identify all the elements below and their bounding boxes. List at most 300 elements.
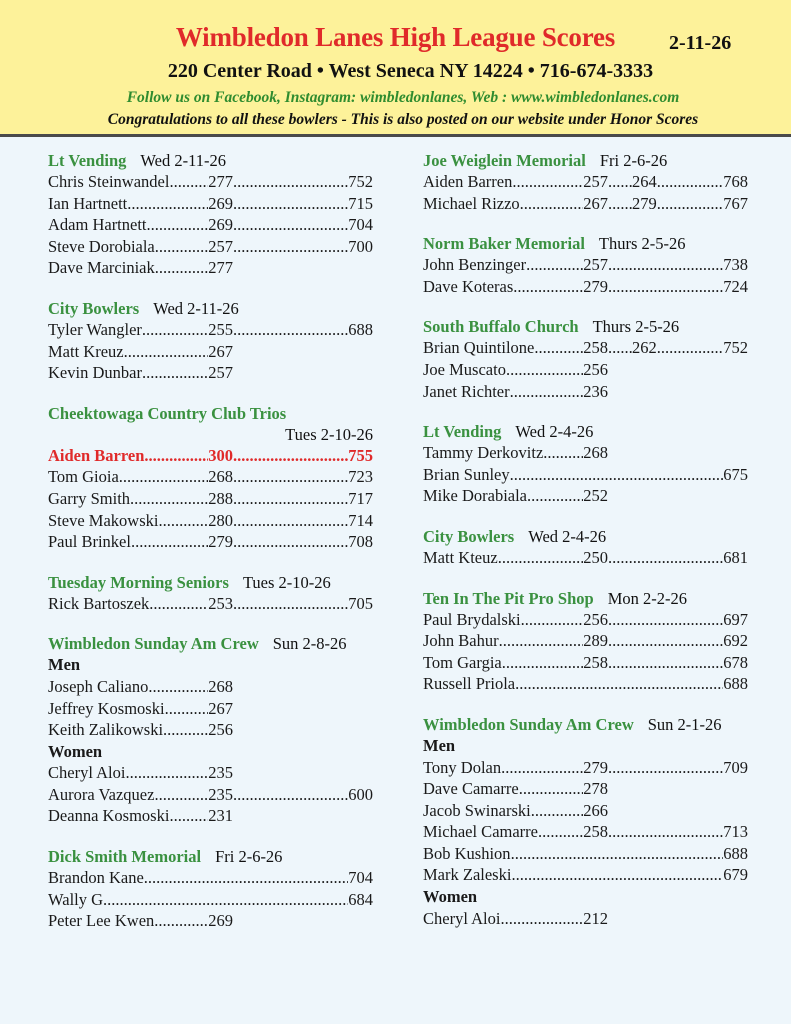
score-row bbox=[423, 337, 748, 359]
bowler-name: Tony Dolan bbox=[423, 757, 502, 777]
game-score: 253 bbox=[208, 593, 233, 613]
league-date: Wed 2-11-26 bbox=[140, 151, 226, 170]
score-row bbox=[48, 362, 373, 384]
bowler-name: Brian Sunley bbox=[423, 464, 510, 484]
game-score-2: 279 bbox=[632, 193, 657, 213]
dot-leader bbox=[154, 910, 208, 932]
score-row bbox=[48, 676, 373, 698]
dot-leader bbox=[233, 784, 348, 806]
series-score: 705 bbox=[348, 593, 373, 613]
score-row bbox=[423, 908, 748, 930]
name-game bbox=[48, 362, 233, 384]
name-game bbox=[423, 757, 608, 779]
dot-leader bbox=[608, 547, 723, 569]
league-header bbox=[423, 588, 748, 609]
name-game bbox=[48, 171, 233, 193]
name-game bbox=[423, 171, 608, 193]
league-date: Mon 2-2-26 bbox=[607, 588, 688, 608]
game-score: 266 bbox=[583, 800, 608, 820]
dot-leader bbox=[519, 778, 584, 800]
series-score: 679 bbox=[723, 865, 748, 885]
game-score: 280 bbox=[208, 510, 233, 530]
game-score: 231 bbox=[208, 806, 233, 826]
game-score: 277 bbox=[208, 172, 233, 191]
dot-leader bbox=[657, 171, 724, 193]
league-name: Dick Smith Memorial bbox=[48, 847, 202, 867]
dot-leader bbox=[163, 719, 208, 741]
bowler-name: Michael Rizzo bbox=[423, 193, 520, 213]
bowler-name: John Benzinger bbox=[423, 255, 527, 275]
league-section bbox=[423, 233, 748, 297]
league-section bbox=[48, 572, 373, 615]
congrats-line: Congratulations to all these bowlers - This is also posted on our website under Honor Scores bbox=[107, 111, 699, 128]
name-game bbox=[48, 676, 233, 698]
name-game bbox=[48, 319, 233, 341]
dot-leader bbox=[608, 609, 723, 631]
bowler-name: Garry Smith bbox=[48, 488, 131, 508]
dot-leader bbox=[103, 889, 348, 911]
group-label: Men bbox=[423, 735, 456, 755]
game-score: 267 bbox=[208, 698, 233, 718]
series-score: 708 bbox=[348, 532, 373, 552]
game-score: 300 bbox=[208, 445, 233, 465]
league-name: Wimbledon Sunday Am Crew bbox=[423, 714, 634, 734]
league-header bbox=[423, 316, 748, 337]
dot-leader bbox=[521, 609, 584, 631]
dot-leader bbox=[608, 630, 723, 652]
name-game bbox=[423, 485, 608, 507]
game-score: 278 bbox=[583, 779, 608, 799]
league-header bbox=[423, 421, 748, 442]
score-row bbox=[48, 510, 373, 532]
score-row bbox=[423, 821, 748, 843]
dot-leader bbox=[608, 276, 723, 298]
dot-leader bbox=[169, 805, 208, 827]
score-row bbox=[423, 171, 748, 193]
league-section bbox=[48, 403, 373, 553]
bowler-name: Tammy Derkovitz bbox=[423, 443, 544, 463]
dot-leader bbox=[608, 652, 723, 674]
game-score: 252 bbox=[583, 486, 608, 506]
series-score: 738 bbox=[723, 255, 748, 275]
game-score: 279 bbox=[583, 276, 608, 296]
score-row bbox=[423, 778, 748, 800]
game-score: 256 bbox=[208, 720, 233, 740]
game-score: 255 bbox=[208, 319, 233, 339]
dot-leader bbox=[501, 757, 583, 779]
score-row bbox=[48, 445, 373, 467]
score-row bbox=[423, 673, 748, 695]
league-section bbox=[48, 633, 373, 827]
name-game bbox=[423, 778, 608, 800]
score-row bbox=[48, 171, 373, 193]
score-row bbox=[423, 864, 748, 886]
dot-leader bbox=[510, 381, 584, 403]
dot-leader bbox=[510, 464, 724, 486]
league-date: Thurs 2-5-26 bbox=[592, 317, 680, 337]
dot-leader bbox=[233, 214, 348, 236]
bowler-name: Paul Brydalski bbox=[423, 609, 521, 629]
score-row bbox=[48, 193, 373, 215]
name-game bbox=[423, 193, 608, 215]
series-score: 704 bbox=[348, 868, 373, 888]
name-game bbox=[423, 359, 608, 381]
game-score: 268 bbox=[583, 443, 608, 463]
series-score: 688 bbox=[348, 319, 373, 339]
game-score: 277 bbox=[208, 258, 233, 278]
bowler-name: Joe Muscato bbox=[423, 359, 506, 379]
bowler-name: Adam Hartnett bbox=[48, 215, 147, 235]
league-header bbox=[48, 403, 373, 445]
name-game bbox=[48, 698, 233, 720]
score-row bbox=[48, 889, 373, 911]
name-game bbox=[48, 762, 233, 784]
game-score: 269 bbox=[208, 193, 233, 213]
bowler-name: Aiden Barren bbox=[423, 172, 513, 191]
game-score: 212 bbox=[583, 908, 608, 928]
league-name: South Buffalo Church bbox=[423, 317, 579, 337]
dot-leader bbox=[233, 445, 348, 467]
name-game bbox=[48, 805, 233, 827]
score-row bbox=[48, 531, 373, 553]
bowler-name: Brandon Kane bbox=[48, 868, 144, 888]
dot-leader bbox=[233, 488, 348, 510]
dot-leader bbox=[608, 337, 632, 359]
league-section bbox=[423, 421, 748, 507]
game-score-2: 264 bbox=[632, 172, 657, 191]
bowler-name: Peter Lee Kwen bbox=[48, 911, 155, 931]
name-game bbox=[48, 719, 233, 741]
league-name: City Bowlers bbox=[48, 298, 140, 318]
bowler-name: Janet Richter bbox=[423, 381, 510, 401]
dot-leader bbox=[511, 864, 723, 886]
bowler-name: Chris Steinwandel bbox=[48, 172, 170, 191]
dot-leader bbox=[131, 531, 208, 553]
dot-leader bbox=[657, 337, 724, 359]
bowler-name: Steve Dorobiala bbox=[48, 236, 155, 256]
series-score: 704 bbox=[348, 215, 373, 235]
dot-leader bbox=[130, 488, 208, 510]
score-row bbox=[423, 652, 748, 674]
score-row bbox=[423, 193, 748, 215]
league-section bbox=[48, 150, 373, 279]
league-section bbox=[423, 714, 748, 929]
bowler-name: Mark Zaleski bbox=[423, 865, 512, 885]
league-section bbox=[423, 588, 748, 695]
score-row bbox=[423, 359, 748, 381]
league-date: Sun 2-1-26 bbox=[647, 714, 722, 734]
game-score: 250 bbox=[583, 547, 608, 567]
dot-leader bbox=[513, 276, 583, 298]
bowler-name: Joseph Caliano bbox=[48, 676, 149, 696]
bowler-name: Russell Priola bbox=[423, 674, 516, 694]
score-row bbox=[48, 236, 373, 258]
game-score: 257 bbox=[208, 363, 233, 383]
series-score: 768 bbox=[723, 172, 748, 191]
name-game bbox=[48, 593, 233, 615]
name-game bbox=[48, 531, 233, 553]
dot-leader bbox=[147, 214, 209, 236]
dot-leader bbox=[534, 337, 583, 359]
series-score: 767 bbox=[723, 193, 748, 213]
name-game bbox=[423, 381, 608, 403]
dot-leader bbox=[233, 319, 348, 341]
series-score: 755 bbox=[348, 445, 373, 465]
league-header bbox=[48, 572, 373, 593]
series-score: 697 bbox=[723, 609, 748, 629]
score-row bbox=[48, 319, 373, 341]
score-row bbox=[423, 800, 748, 822]
bowler-name: Steve Makowski bbox=[48, 510, 159, 530]
league-header bbox=[48, 150, 373, 171]
name-game bbox=[48, 910, 233, 932]
dot-leader bbox=[149, 593, 208, 615]
dot-leader bbox=[498, 547, 584, 569]
game-score: 258 bbox=[583, 822, 608, 842]
bowler-name: Tyler Wangler bbox=[48, 319, 142, 339]
game-score: 256 bbox=[583, 359, 608, 379]
league-header bbox=[423, 526, 748, 547]
series-score: 688 bbox=[723, 674, 748, 694]
name-game bbox=[423, 547, 608, 569]
score-row bbox=[423, 757, 748, 779]
bowler-name: John Bahur bbox=[423, 631, 499, 651]
score-row bbox=[423, 485, 748, 507]
left-column bbox=[48, 150, 373, 951]
dot-leader bbox=[520, 193, 584, 215]
game-score: 257 bbox=[583, 172, 608, 191]
dot-leader bbox=[142, 362, 208, 384]
series-score: 709 bbox=[723, 757, 748, 777]
score-row bbox=[423, 843, 748, 865]
game-score: 236 bbox=[583, 381, 608, 401]
name-game bbox=[48, 257, 233, 279]
series-score: 752 bbox=[723, 338, 748, 358]
bowler-name: Jacob Swinarski bbox=[423, 800, 531, 820]
bowler-name: Keith Zalikowski bbox=[48, 720, 164, 740]
name-game bbox=[48, 236, 233, 258]
series-score: 723 bbox=[348, 467, 373, 487]
name-game bbox=[48, 341, 233, 363]
series-score: 724 bbox=[723, 276, 748, 296]
dot-leader bbox=[125, 762, 208, 784]
name-game bbox=[423, 254, 608, 276]
address-line: 220 Center Road • West Seneca NY 14224 • 716-674-3333 bbox=[167, 60, 654, 82]
league-name: City Bowlers bbox=[423, 526, 515, 546]
name-game bbox=[423, 908, 608, 930]
dot-leader bbox=[233, 593, 348, 615]
dot-leader bbox=[608, 821, 723, 843]
score-row bbox=[48, 698, 373, 720]
series-score: 675 bbox=[723, 464, 748, 484]
group-label: Women bbox=[48, 741, 103, 761]
league-section bbox=[48, 846, 373, 932]
league-section bbox=[423, 526, 748, 569]
dot-leader bbox=[144, 445, 208, 467]
dot-leader bbox=[543, 442, 583, 464]
league-header bbox=[423, 150, 748, 171]
game-score: 256 bbox=[583, 609, 608, 629]
bowler-name: Tom Gargia bbox=[423, 652, 502, 672]
name-game bbox=[423, 609, 608, 631]
score-row bbox=[48, 341, 373, 363]
name-game bbox=[48, 193, 233, 215]
bowler-name: Brian Quintilone bbox=[423, 338, 535, 358]
dot-leader bbox=[506, 359, 583, 381]
league-header bbox=[48, 846, 373, 867]
dot-leader bbox=[608, 171, 632, 193]
dot-leader bbox=[526, 254, 583, 276]
header-banner bbox=[0, 0, 791, 137]
score-row bbox=[48, 257, 373, 279]
name-game bbox=[48, 466, 233, 488]
bowler-name: Dave Marciniak bbox=[48, 258, 155, 278]
bowler-name: Deanna Kosmoski bbox=[48, 806, 170, 826]
dot-leader bbox=[144, 867, 348, 889]
score-row bbox=[48, 910, 373, 932]
series-score: 600 bbox=[348, 784, 373, 804]
dot-leader bbox=[608, 193, 632, 215]
bowler-name: Dave Camarre bbox=[423, 779, 519, 799]
series-score: 700 bbox=[348, 236, 373, 256]
series-score: 688 bbox=[723, 843, 748, 863]
score-row bbox=[423, 609, 748, 631]
name-game bbox=[423, 821, 608, 843]
name-game bbox=[48, 510, 233, 532]
dot-leader bbox=[531, 800, 584, 822]
dot-leader bbox=[608, 254, 723, 276]
dot-leader bbox=[155, 236, 208, 258]
series-score: 717 bbox=[348, 488, 373, 508]
name-game bbox=[423, 276, 608, 298]
dot-leader bbox=[142, 319, 208, 341]
league-date: Tues 2-10-26 bbox=[285, 424, 373, 444]
bowler-name: Aurora Vazquez bbox=[48, 784, 155, 804]
game-score: 235 bbox=[208, 763, 233, 783]
dot-leader bbox=[512, 171, 583, 193]
game-score: 269 bbox=[208, 911, 233, 931]
score-row bbox=[48, 466, 373, 488]
league-name: Norm Baker Memorial bbox=[423, 234, 585, 254]
page-title: Wimbledon Lanes High League Scores bbox=[175, 22, 616, 52]
dot-leader bbox=[233, 510, 348, 532]
league-section bbox=[423, 150, 748, 214]
league-name: Wimbledon Sunday Am Crew bbox=[48, 634, 259, 654]
score-row bbox=[423, 547, 748, 569]
series-score: 678 bbox=[723, 652, 748, 672]
score-row bbox=[423, 254, 748, 276]
league-header bbox=[48, 298, 373, 319]
bowler-name: Bob Kushion bbox=[423, 843, 511, 863]
dot-leader bbox=[511, 843, 724, 865]
social-line: Follow us on Facebook, Instagram: wimbledonlanes, Web : www.wimbledonlanes.com bbox=[126, 89, 680, 106]
league-name: Lt Vending bbox=[48, 151, 127, 170]
game-score: 269 bbox=[208, 215, 233, 235]
dot-leader bbox=[148, 676, 208, 698]
bowler-name: Rick Bartoszek bbox=[48, 593, 150, 613]
dot-leader bbox=[233, 193, 348, 215]
score-row bbox=[48, 593, 373, 615]
game-score-2: 262 bbox=[632, 338, 657, 358]
score-row bbox=[48, 762, 373, 784]
league-date: Wed 2-4-26 bbox=[515, 422, 594, 442]
bowler-name: Aiden Barren bbox=[48, 445, 145, 465]
group-label: Men bbox=[48, 655, 81, 675]
series-score: 684 bbox=[348, 889, 373, 909]
bowler-name: Ian Hartnett bbox=[48, 193, 128, 213]
score-row bbox=[48, 784, 373, 806]
name-game bbox=[48, 784, 233, 806]
name-game bbox=[48, 214, 233, 236]
league-name: Lt Vending bbox=[423, 422, 502, 442]
game-score: 268 bbox=[208, 467, 233, 487]
dot-leader bbox=[127, 193, 208, 215]
game-score: 289 bbox=[583, 631, 608, 651]
dot-leader bbox=[527, 485, 583, 507]
score-row bbox=[48, 488, 373, 510]
bowler-name: Wally G bbox=[48, 889, 104, 909]
score-row bbox=[423, 442, 748, 464]
score-row bbox=[423, 381, 748, 403]
game-score: 288 bbox=[208, 488, 233, 508]
league-header bbox=[423, 233, 748, 254]
series-score: 681 bbox=[723, 547, 748, 567]
dot-leader bbox=[500, 908, 583, 930]
bowler-name: Matt Kreuz bbox=[48, 341, 124, 361]
series-score: 692 bbox=[723, 631, 748, 651]
dot-leader bbox=[154, 784, 208, 806]
group-label: Women bbox=[423, 887, 478, 907]
name-game bbox=[48, 488, 233, 510]
league-date: Sun 2-8-26 bbox=[272, 634, 347, 654]
score-row bbox=[48, 867, 373, 889]
game-score: 258 bbox=[583, 652, 608, 672]
bowler-name: Tom Gioia bbox=[48, 467, 119, 487]
game-score: 257 bbox=[583, 255, 608, 275]
league-date: Fri 2-6-26 bbox=[215, 847, 283, 867]
dot-leader bbox=[515, 673, 723, 695]
dot-leader bbox=[499, 630, 584, 652]
bowler-name: Paul Brinkel bbox=[48, 532, 131, 552]
dot-leader bbox=[233, 171, 348, 193]
game-score: 258 bbox=[583, 338, 608, 358]
dot-leader bbox=[165, 698, 209, 720]
header-date: 2-11-26 bbox=[669, 32, 732, 54]
series-score: 713 bbox=[723, 822, 748, 842]
dot-leader bbox=[158, 510, 208, 532]
league-name: Cheektowaga Country Club Trios bbox=[48, 403, 287, 423]
series-score: 715 bbox=[348, 193, 373, 213]
league-date: Tues 2-10-26 bbox=[242, 572, 331, 592]
bowler-name: Kevin Dunbar bbox=[48, 363, 142, 383]
league-name: Tuesday Morning Seniors bbox=[48, 572, 229, 592]
game-score: 235 bbox=[208, 784, 233, 804]
game-score: 267 bbox=[208, 341, 233, 361]
game-score: 279 bbox=[583, 757, 608, 777]
league-date: Fri 2-6-26 bbox=[599, 151, 668, 170]
score-row bbox=[423, 630, 748, 652]
dot-leader bbox=[155, 257, 209, 279]
game-score: 267 bbox=[583, 193, 608, 213]
game-score: 257 bbox=[208, 236, 233, 256]
name-game bbox=[423, 337, 608, 359]
score-row bbox=[48, 214, 373, 236]
game-score: 279 bbox=[208, 532, 233, 552]
name-game bbox=[48, 445, 233, 467]
score-row bbox=[423, 464, 748, 486]
series-score: 714 bbox=[348, 510, 373, 530]
name-game bbox=[423, 630, 608, 652]
